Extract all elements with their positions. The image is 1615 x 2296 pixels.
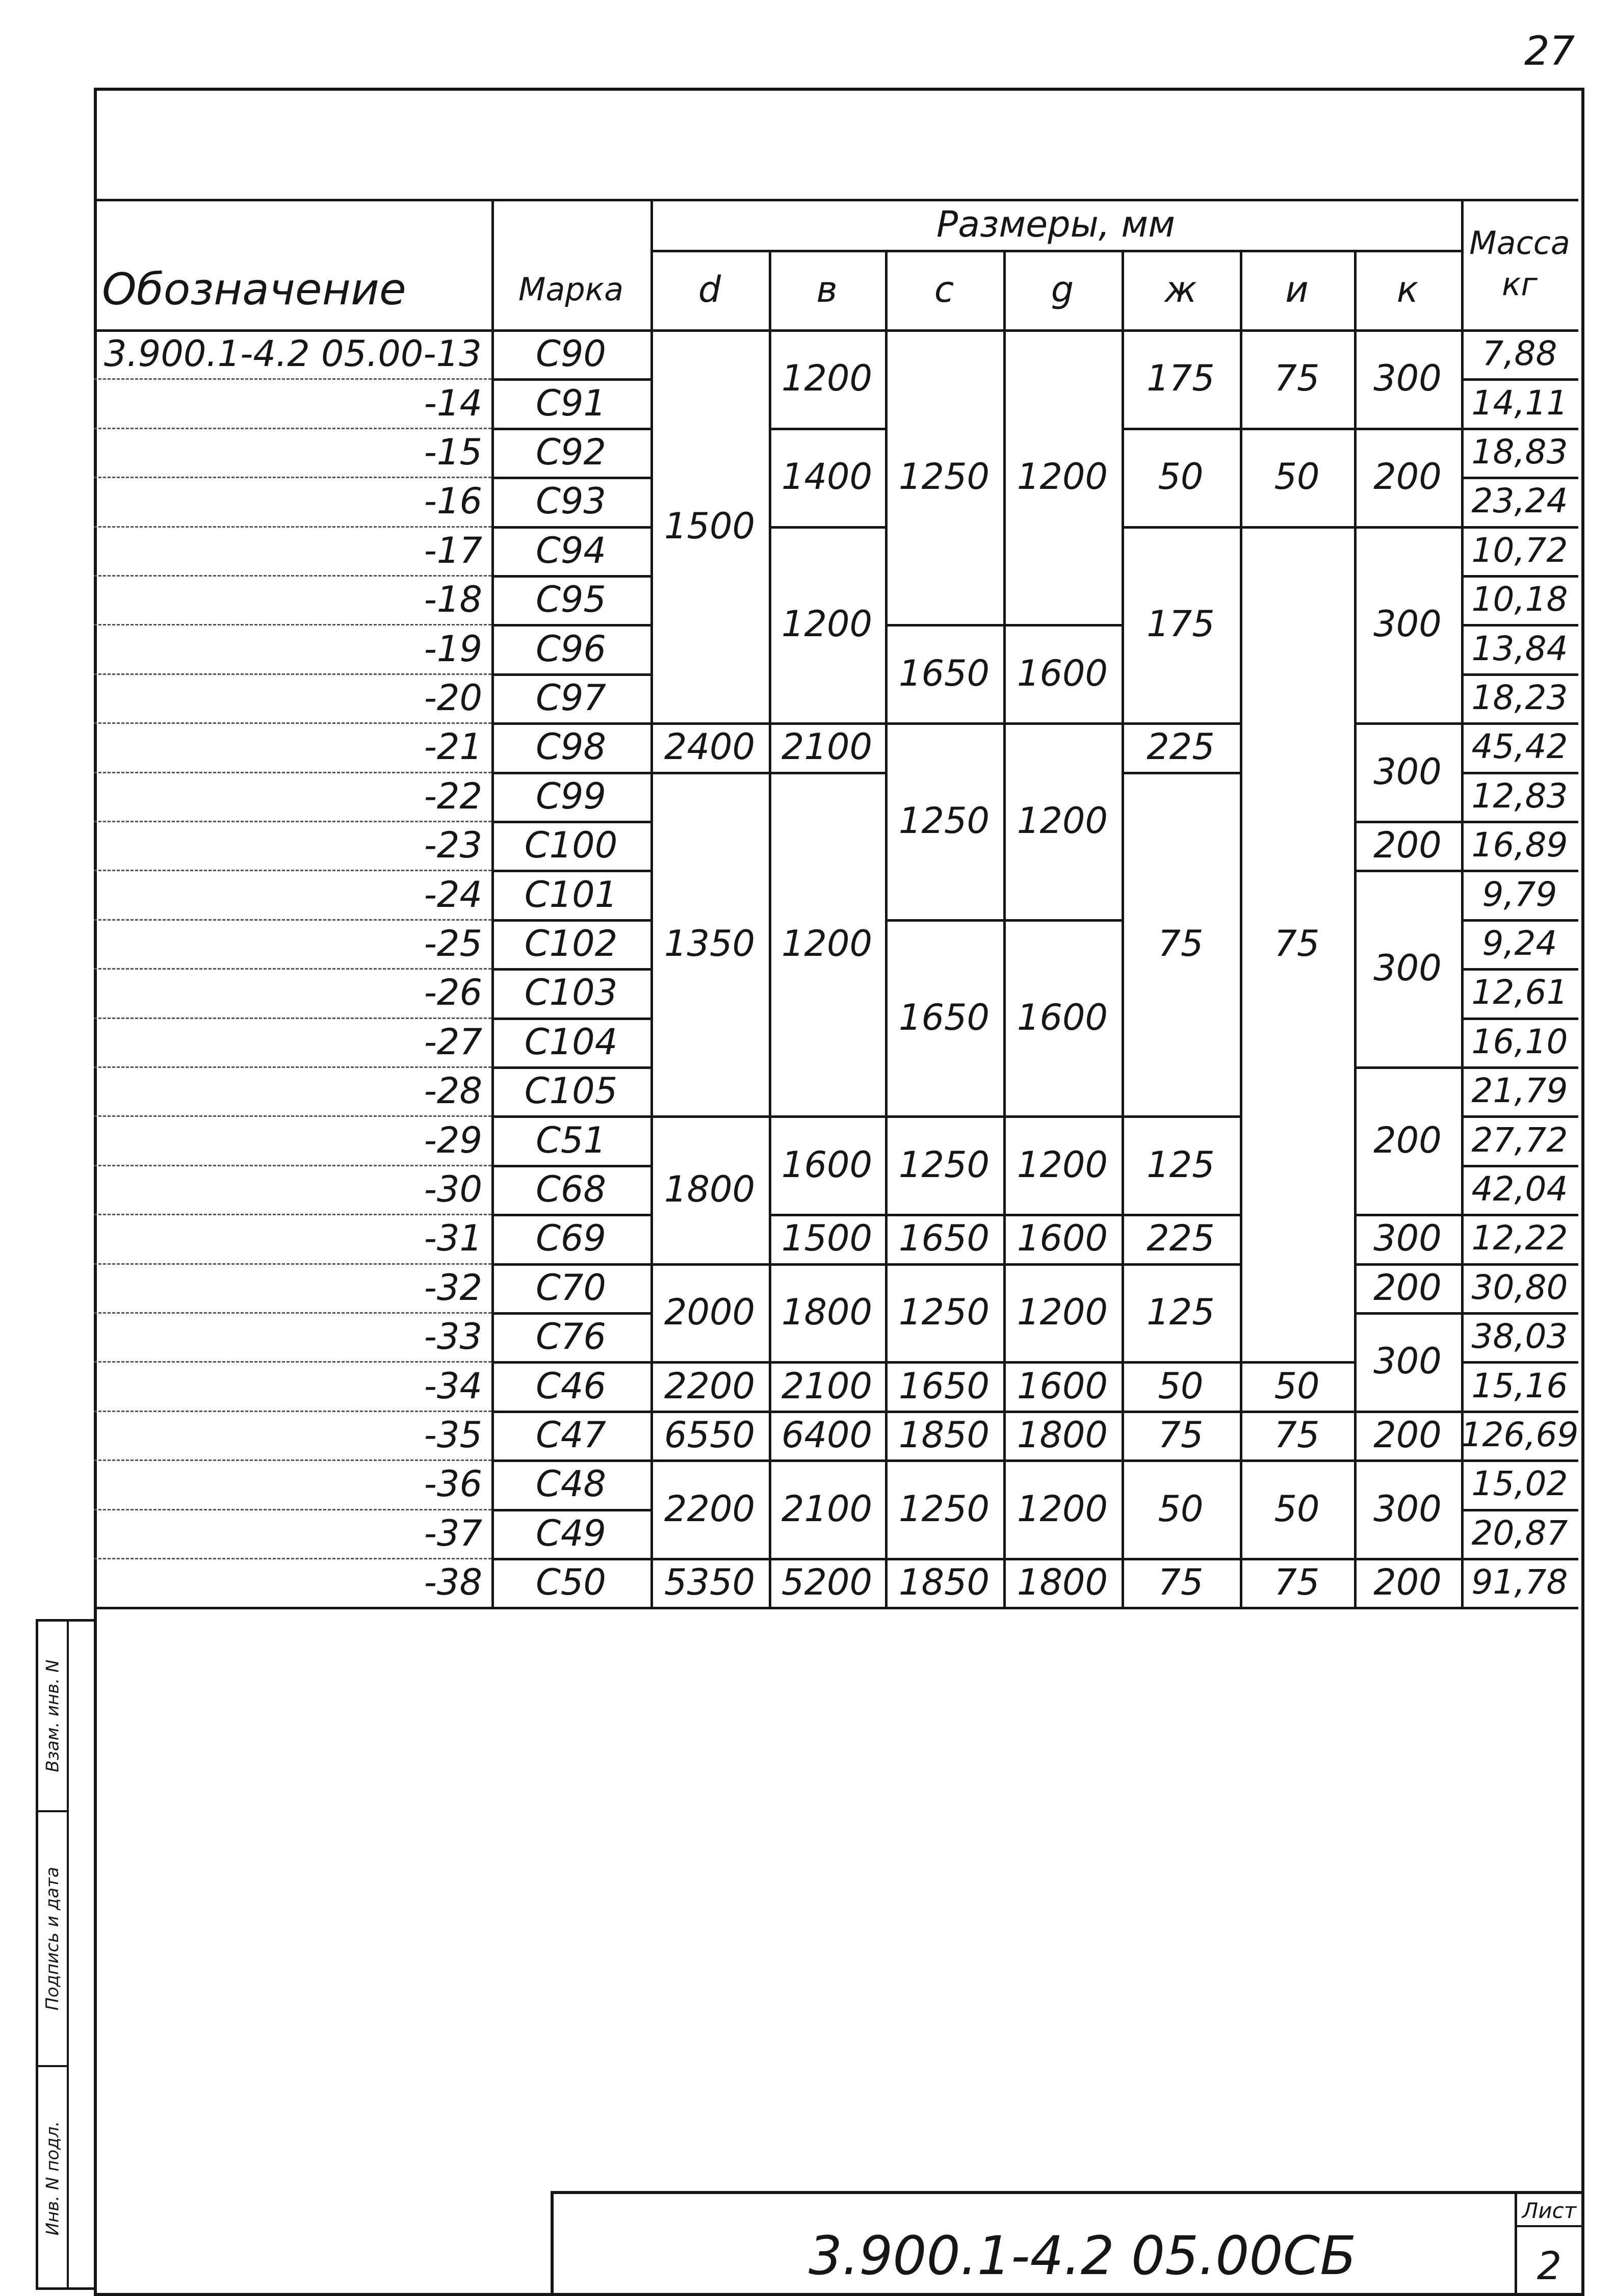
mark-cell: С97: [536, 676, 606, 719]
designation-cell: -22: [424, 775, 482, 817]
mark-cell: С92: [536, 431, 606, 473]
dim-c-cell: 1650: [898, 1217, 990, 1260]
header-dim-и: и: [1285, 269, 1309, 310]
dim-b-cell: 5200: [781, 1561, 873, 1604]
dim-k-cell: 300: [1373, 750, 1442, 793]
dim-d-cell: 2200: [664, 1365, 756, 1407]
mark-cell: С99: [536, 775, 606, 817]
dim-g-cell: 1800: [1017, 1561, 1108, 1604]
mark-cell: С103: [524, 972, 618, 1014]
dim-i-cell: 75: [1274, 1561, 1320, 1604]
dim-c-cell: 1850: [898, 1561, 990, 1604]
dim-c-cell: 1650: [898, 652, 990, 694]
dim-g-cell: 1800: [1017, 1414, 1108, 1456]
dim-b-cell: 1600: [781, 1143, 873, 1186]
dim-k-cell: 300: [1373, 357, 1442, 400]
mark-cell: С69: [536, 1217, 606, 1260]
mark-cell: С104: [524, 1021, 618, 1063]
designation-cell: -38: [424, 1561, 482, 1604]
mass-cell: 91,78: [1471, 1562, 1568, 1602]
mass-cell: 15,16: [1471, 1366, 1568, 1405]
mark-cell: С91: [536, 382, 606, 424]
dim-b-cell: 1400: [781, 456, 873, 498]
title-block-code: 3.900.1-4.2 05.00СБ: [809, 2225, 1357, 2287]
mass-cell: 10,18: [1471, 580, 1568, 619]
mark-cell: С46: [536, 1365, 606, 1407]
mass-cell: 18,23: [1471, 677, 1568, 717]
mass-cell: 16,10: [1471, 1022, 1568, 1061]
dim-c-cell: 1250: [898, 799, 990, 842]
mass-cell: 13,84: [1471, 629, 1568, 668]
dim-k-cell: 200: [1373, 1414, 1442, 1456]
dim-g-cell: 1600: [1017, 996, 1108, 1038]
header-dim-g: g: [1051, 269, 1074, 310]
title-block-sheet-number: 2: [1536, 2243, 1562, 2288]
dim-i-cell: 75: [1274, 357, 1320, 400]
header-dim-к: к: [1396, 269, 1419, 310]
side-stamp-col-left: [38, 1622, 69, 2287]
designation-cell: -16: [424, 480, 482, 523]
designation-cell: -15: [424, 431, 482, 473]
mass-cell: 10,72: [1471, 530, 1568, 570]
dim-d-cell: 2000: [664, 1291, 756, 1333]
mass-cell: 38,03: [1471, 1317, 1568, 1356]
designation-cell: -37: [424, 1512, 482, 1554]
designation-cell: -34: [424, 1365, 482, 1407]
mass-cell: 42,04: [1471, 1169, 1568, 1209]
mark-cell: С76: [536, 1316, 606, 1358]
header-dim-с: с: [934, 269, 954, 310]
mark-cell: С100: [524, 824, 618, 867]
dim-d-cell: 5350: [664, 1561, 756, 1604]
header-mark: Марка: [518, 271, 624, 308]
table-bottom-rule: [94, 1607, 1578, 1609]
dim-k-cell: 300: [1373, 603, 1442, 645]
designation-cell: -26: [424, 972, 482, 1014]
dim-g-cell: 1200: [1017, 456, 1108, 498]
designation-cell: -27: [424, 1021, 482, 1063]
mass-cell: 12,61: [1471, 973, 1568, 1012]
dim-d-cell: 1800: [664, 1168, 756, 1210]
title-block-sheet-box: [1515, 2194, 1581, 2293]
mark-cell: С68: [536, 1168, 606, 1210]
side-stamp-replaced-inv-text: Взам. инв. N: [42, 1659, 63, 1772]
designation-cell: -25: [424, 922, 482, 964]
designation-cell: -30: [424, 1168, 482, 1210]
designation-cell: -20: [424, 676, 482, 719]
header-mass: Масса кг: [1469, 224, 1570, 303]
mass-cell: 45,42: [1471, 727, 1568, 767]
dim-zh-cell: 175: [1147, 357, 1215, 400]
mass-cell: 23,24: [1471, 481, 1568, 521]
mark-cell: С96: [536, 628, 606, 670]
dim-i-cell: 50: [1274, 456, 1320, 498]
dim-b-cell: 1800: [781, 1291, 873, 1333]
mark-cell: С102: [524, 922, 618, 964]
dim-b-cell: 6400: [781, 1414, 873, 1456]
side-stamp-signature: [38, 1812, 67, 2067]
mark-cell: С50: [536, 1561, 606, 1604]
dim-c-cell: 1250: [898, 1143, 990, 1186]
dim-zh-cell: 75: [1158, 922, 1204, 964]
dim-g-cell: 1200: [1017, 1291, 1108, 1333]
dim-k-cell: 200: [1373, 456, 1442, 498]
mass-cell: 7,88: [1482, 334, 1557, 374]
designation-cell: -28: [424, 1070, 482, 1112]
header-designation: Обозначение: [102, 264, 406, 315]
mark-cell: С48: [536, 1463, 606, 1505]
dim-b-cell: 2100: [781, 726, 873, 768]
mark-cell: С98: [536, 726, 606, 768]
header-dim-в: в: [816, 269, 838, 310]
dim-c-cell: 1250: [898, 1291, 990, 1333]
dim-c-cell: 1250: [898, 456, 990, 498]
mass-cell: 126,69: [1461, 1415, 1579, 1454]
dim-k-cell: 300: [1373, 1488, 1442, 1530]
mark-cell: С101: [524, 873, 618, 916]
mass-cell: 9,79: [1482, 874, 1557, 914]
designation-cell: -31: [424, 1217, 482, 1260]
mark-cell: С51: [536, 1119, 606, 1161]
title-block: [551, 2191, 1581, 2293]
dim-i-cell: 75: [1274, 922, 1320, 964]
dim-b-cell: 1200: [781, 922, 873, 964]
side-stamp-signature-text: Подпись и дата: [42, 1867, 63, 2011]
dim-zh-cell: 225: [1147, 1217, 1215, 1260]
dim-k-cell: 300: [1373, 947, 1442, 989]
dim-zh-cell: 75: [1158, 1561, 1204, 1604]
designation-cell: -33: [424, 1316, 482, 1358]
dim-d-cell: 1500: [664, 505, 756, 547]
designation-cell: -35: [424, 1414, 482, 1456]
designation-cell: -18: [424, 579, 482, 621]
header-dim-d: d: [698, 269, 721, 310]
dim-k-cell: 200: [1373, 1119, 1442, 1161]
mark-cell: С94: [536, 529, 606, 571]
dim-b-cell: 1200: [781, 603, 873, 645]
dim-i-cell: 75: [1274, 1414, 1320, 1456]
mark-cell: С95: [536, 579, 606, 621]
dim-g-cell: 1200: [1017, 1488, 1108, 1530]
dim-d-cell: 1350: [664, 922, 756, 964]
mark-cell: С93: [536, 480, 606, 523]
designation-cell: -17: [424, 529, 482, 571]
mass-cell: 20,87: [1471, 1513, 1568, 1553]
dim-c-cell: 1250: [898, 1488, 990, 1530]
dim-g-cell: 1200: [1017, 1143, 1108, 1186]
designation-cell: -21: [424, 726, 482, 768]
page-number: 27: [1524, 29, 1575, 74]
dim-g-cell: 1600: [1017, 1217, 1108, 1260]
mark-cell: С47: [536, 1414, 606, 1456]
dim-g-cell: 1600: [1017, 1365, 1108, 1407]
mark-cell: С105: [524, 1070, 618, 1112]
dim-k-cell: 200: [1373, 824, 1442, 867]
mark-cell: С70: [536, 1266, 606, 1309]
designation-cell: -36: [424, 1463, 482, 1505]
dim-zh-cell: 50: [1158, 456, 1204, 498]
side-stamp-replaced-inv: [38, 1622, 67, 1812]
dim-i-cell: 50: [1274, 1365, 1320, 1407]
mass-cell: 12,22: [1471, 1218, 1568, 1258]
mass-cell: 9,24: [1482, 923, 1557, 963]
header-dimensions: Размеры, мм: [936, 203, 1176, 245]
side-stamp-inv: [38, 2067, 67, 2289]
mark-cell: С90: [536, 333, 606, 375]
dim-i-cell: 50: [1274, 1488, 1320, 1530]
dim-c-cell: 1650: [898, 996, 990, 1038]
dim-d-cell: 2400: [664, 726, 756, 768]
dim-b-cell: 1200: [781, 357, 873, 400]
mass-cell: 15,02: [1471, 1464, 1568, 1504]
dim-g-cell: 1600: [1017, 652, 1108, 694]
designation-cell: -14: [424, 382, 482, 424]
dim-zh-cell: 125: [1147, 1143, 1215, 1186]
mass-cell: 30,80: [1471, 1267, 1568, 1307]
dim-zh-cell: 75: [1158, 1414, 1204, 1456]
title-block-sheet-label: Лист: [1517, 2198, 1581, 2227]
designation-cell: -19: [424, 628, 482, 670]
dim-d-cell: 6550: [664, 1414, 756, 1456]
designation-cell: 3.900.1-4.2 05.00-13: [104, 333, 482, 375]
designation-cell: -23: [424, 824, 482, 867]
mass-cell: 16,89: [1471, 825, 1568, 865]
mass-cell: 14,11: [1471, 383, 1568, 423]
mass-cell: 21,79: [1471, 1071, 1568, 1111]
dim-d-cell: 2200: [664, 1488, 756, 1530]
dim-b-cell: 2100: [781, 1365, 873, 1407]
designation-cell: -24: [424, 873, 482, 916]
side-stamp-inv-text: Инв. N подл.: [42, 2121, 63, 2236]
designation-cell: -32: [424, 1266, 482, 1309]
dim-c-cell: 1650: [898, 1365, 990, 1407]
dim-c-cell: 1850: [898, 1414, 990, 1456]
mass-cell: 18,83: [1471, 432, 1568, 472]
dim-k-cell: 300: [1373, 1340, 1442, 1382]
dim-zh-cell: 175: [1147, 603, 1215, 645]
dim-g-cell: 1200: [1017, 799, 1108, 842]
mark-cell: С49: [536, 1512, 606, 1554]
mass-cell: 12,83: [1471, 776, 1568, 816]
dim-zh-cell: 225: [1147, 726, 1215, 768]
dim-k-cell: 200: [1373, 1561, 1442, 1604]
mass-cell: 27,72: [1471, 1120, 1568, 1160]
header-dim-ж: ж: [1164, 269, 1197, 310]
dim-k-cell: 300: [1373, 1217, 1442, 1260]
side-stamp: [36, 1619, 97, 2290]
dim-b-cell: 1500: [781, 1217, 873, 1260]
dim-zh-cell: 50: [1158, 1488, 1204, 1530]
dim-zh-cell: 125: [1147, 1291, 1215, 1333]
designation-cell: -29: [424, 1119, 482, 1161]
dim-b-cell: 2100: [781, 1488, 873, 1530]
dim-k-cell: 200: [1373, 1266, 1442, 1309]
dim-zh-cell: 50: [1158, 1365, 1204, 1407]
